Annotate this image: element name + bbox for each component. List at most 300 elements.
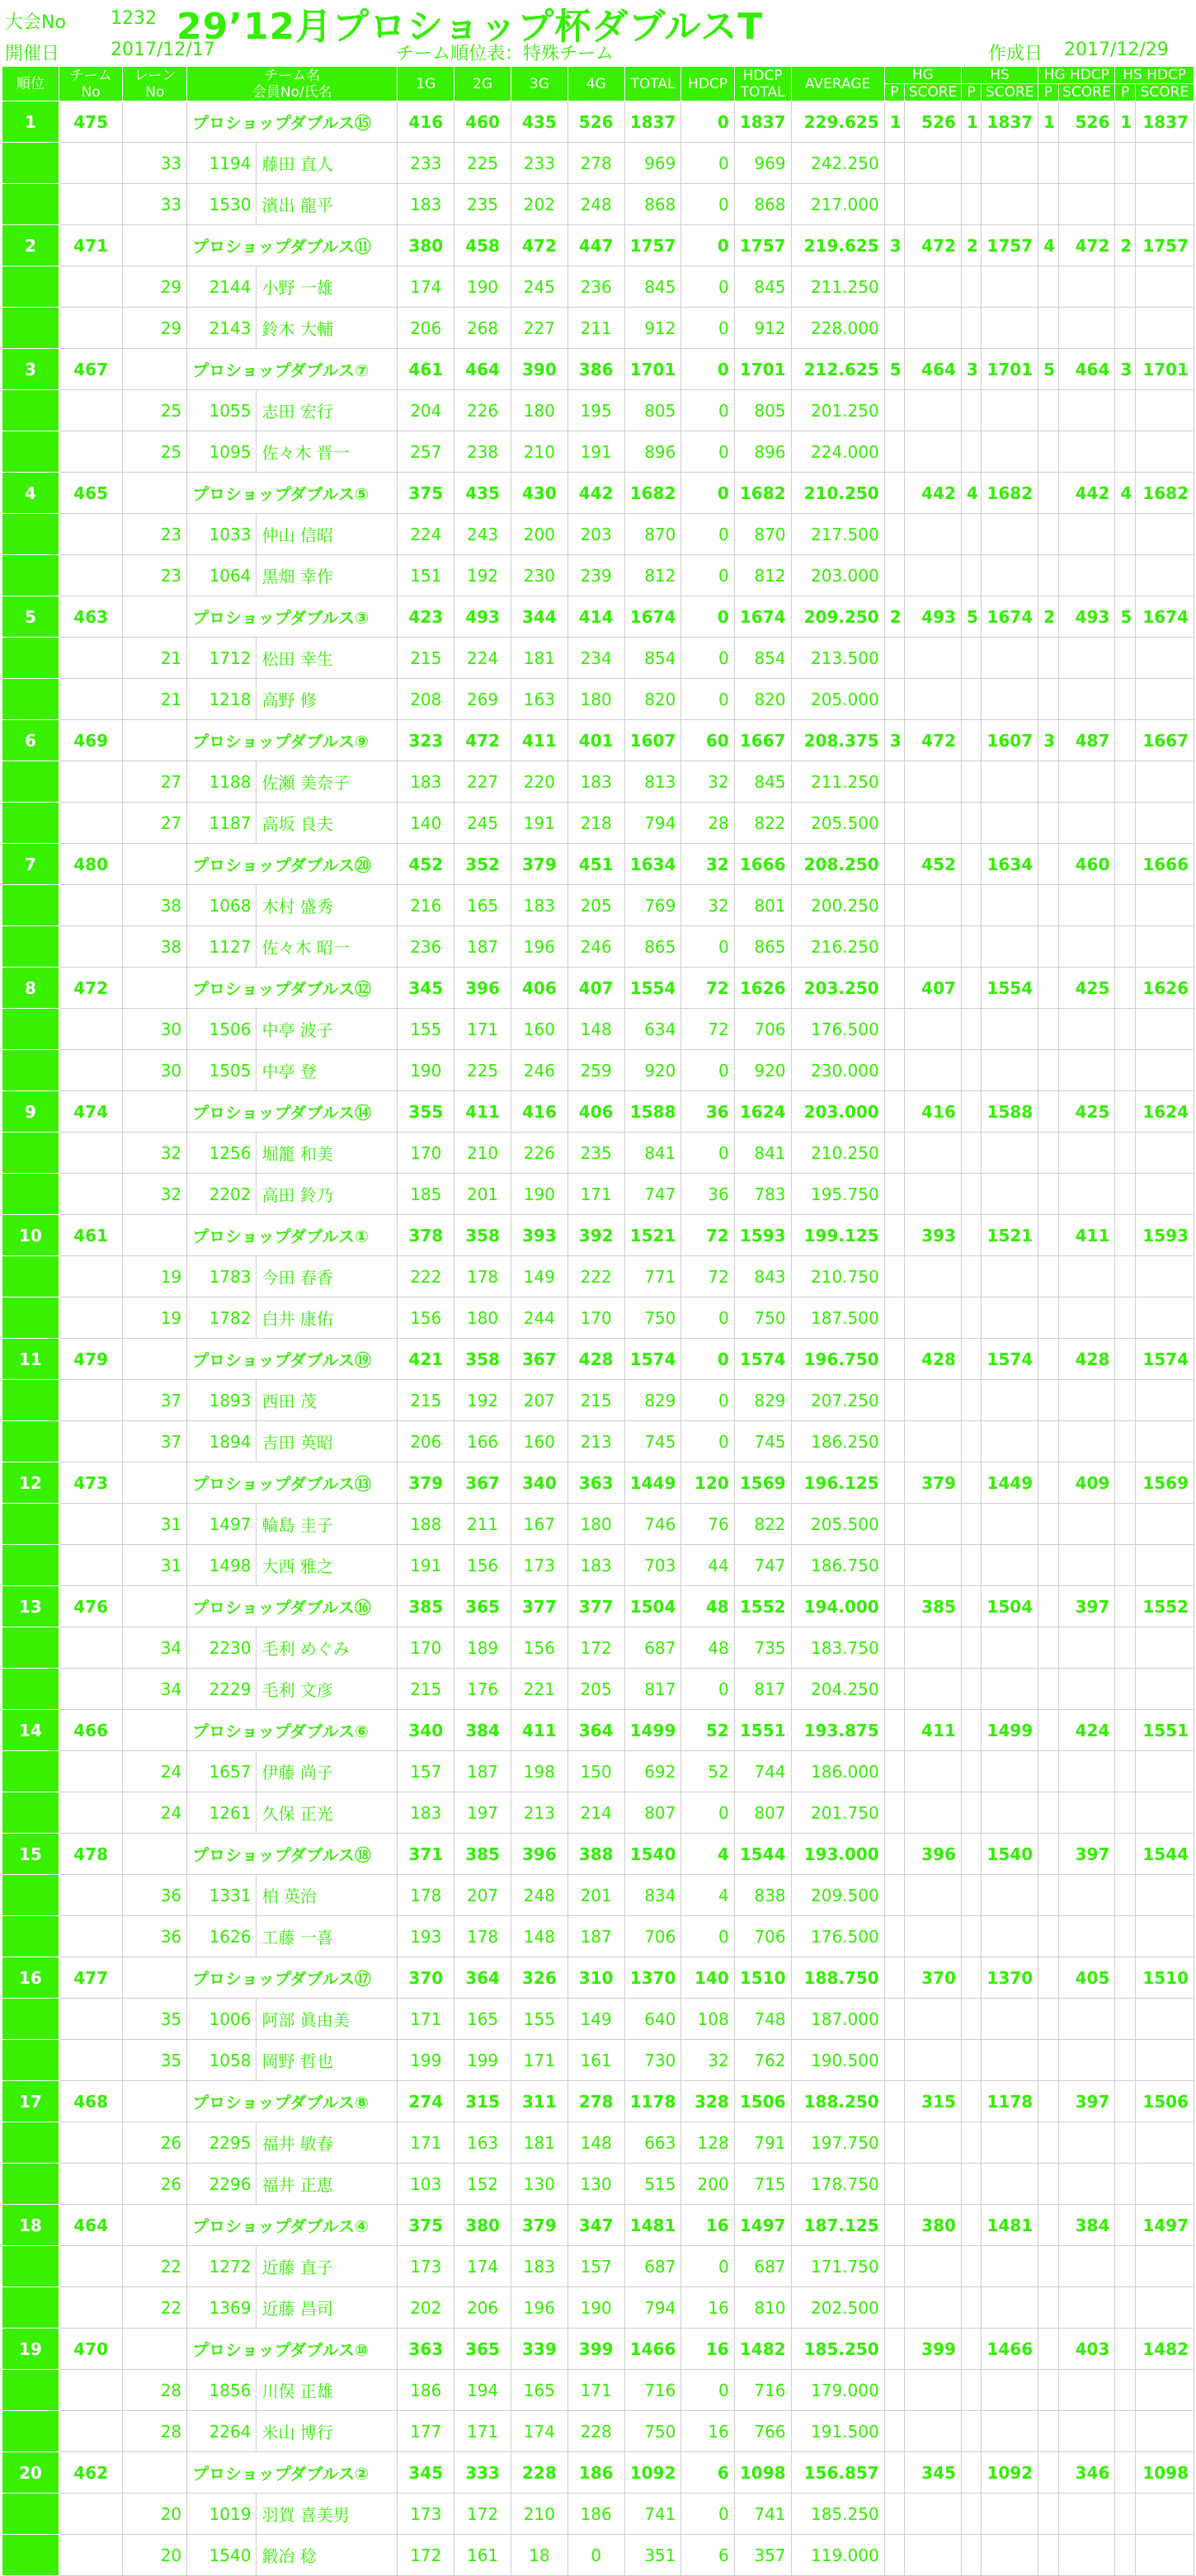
game-2-cell: 352 (454, 844, 511, 885)
total-cell: 920 (624, 1050, 681, 1091)
hdcp-cell: 0 (681, 1050, 734, 1091)
total-cell: 805 (624, 390, 681, 431)
lane-cell: 24 (123, 1751, 187, 1792)
game-2-cell: 190 (454, 266, 511, 308)
hdcp-cell: 6 (681, 2452, 734, 2494)
hdcp-total-cell: 791 (734, 2122, 791, 2164)
rank-cell: 12 (2, 1462, 59, 1504)
member-row (2, 679, 1194, 720)
hdcp-total-cell: 715 (734, 2164, 791, 2205)
lane-cell (123, 2081, 187, 2122)
empty-cell (884, 266, 904, 308)
empty-cell (1038, 1133, 1058, 1174)
total-cell: 794 (624, 2287, 681, 2329)
hg-hdcp-score-cell: 384 (1058, 2205, 1115, 2246)
member-id-cell: 1068 (187, 885, 257, 926)
hdcp-cell: 0 (681, 1916, 734, 1957)
game-3-cell: 207 (511, 1380, 567, 1421)
team-name-cell: プロショップダブルス⑦ (187, 349, 398, 390)
hg-hdcp-score-cell: 397 (1058, 1586, 1115, 1627)
hg-hdcp-place-cell (1038, 1462, 1058, 1504)
hs-score-cell: 1370 (982, 1957, 1038, 1999)
empty-cell (905, 1627, 962, 1669)
hg-hdcp-score-cell: 460 (1058, 844, 1115, 885)
average-cell: 171.750 (791, 2246, 884, 2287)
rank-cell: 18 (2, 2205, 59, 2246)
empty-cell (884, 1504, 904, 1545)
hg-score-cell: 396 (905, 1834, 962, 1875)
lane-cell: 25 (123, 390, 187, 431)
hdcp-cell: 0 (681, 596, 734, 638)
average-cell: 203.250 (791, 968, 884, 1009)
hs-hdcp-place-cell (1115, 1091, 1135, 1133)
col-team-no-label: チーム (69, 67, 112, 84)
empty-cell (982, 390, 1038, 431)
team-no-blank-cell (59, 803, 123, 844)
empty-cell (961, 514, 981, 555)
game-4-cell: 526 (567, 101, 624, 143)
hg-hdcp-score-cell: 526 (1058, 101, 1115, 143)
empty-cell (905, 1421, 962, 1462)
hdcp-total-cell: 1552 (734, 1586, 791, 1627)
hg-place-cell: 3 (884, 225, 904, 266)
empty-cell (1115, 2494, 1135, 2535)
member-row (2, 1751, 1194, 1792)
team-no-blank-cell (59, 1256, 123, 1297)
empty-cell (1038, 390, 1058, 431)
member-row (2, 1875, 1194, 1916)
empty-cell (905, 308, 962, 349)
total-cell: 1634 (624, 844, 681, 885)
hs-hdcp-place-cell: 2 (1115, 225, 1135, 266)
member-row (2, 1380, 1194, 1421)
game-2-cell: 176 (454, 1669, 511, 1710)
empty-cell (961, 2122, 981, 2164)
game-1-cell: 188 (398, 1504, 454, 1545)
empty-cell (982, 2040, 1038, 2081)
member-row (2, 2494, 1194, 2535)
empty-cell (961, 308, 981, 349)
col-hsh-score: SCORE (1135, 84, 1194, 101)
empty-cell (905, 1999, 962, 2040)
rank-blank-cell (2, 184, 59, 225)
empty-cell (982, 803, 1038, 844)
rank-blank-cell (2, 1751, 59, 1792)
empty-cell (1058, 514, 1115, 555)
hs-hdcp-place-cell: 1 (1115, 101, 1135, 143)
total-cell: 703 (624, 1545, 681, 1586)
average-cell: 209.500 (791, 1875, 884, 1916)
hg-place-cell (884, 1710, 904, 1751)
empty-cell (884, 2535, 904, 2576)
game-1-cell: 215 (398, 638, 454, 679)
empty-cell (1115, 1751, 1135, 1792)
col-hgh-p: P (1038, 84, 1058, 101)
hdcp-cell: 48 (681, 1586, 734, 1627)
member-row (2, 1627, 1194, 1669)
empty-cell (884, 143, 904, 184)
empty-cell (1038, 1421, 1058, 1462)
team-name-cell: プロショップダブルス③ (187, 596, 398, 638)
empty-cell (1058, 1669, 1115, 1710)
game-2-cell: 380 (454, 2205, 511, 2246)
empty-cell (1038, 2494, 1058, 2535)
total-cell: 706 (624, 1916, 681, 1957)
game-2-cell: 161 (454, 2535, 511, 2576)
total-cell: 687 (624, 2246, 681, 2287)
empty-cell (961, 390, 981, 431)
col-average: AVERAGE (791, 67, 884, 101)
hdcp-cell: 32 (681, 885, 734, 926)
game-3-cell: 230 (511, 555, 567, 596)
game-3-cell: 191 (511, 803, 567, 844)
game-4-cell: 171 (567, 1174, 624, 1215)
game-3-cell: 183 (511, 2246, 567, 2287)
hg-score-cell: 407 (905, 968, 962, 1009)
hg-place-cell (884, 968, 904, 1009)
total-cell: 1521 (624, 1215, 681, 1256)
empty-cell (961, 2164, 981, 2205)
empty-cell (1135, 638, 1194, 679)
empty-cell (884, 1009, 904, 1050)
empty-cell (982, 2535, 1038, 2576)
lane-cell: 31 (123, 1545, 187, 1586)
hdcp-cell: 32 (681, 2040, 734, 2081)
game-1-cell: 257 (398, 431, 454, 473)
empty-cell (1038, 1751, 1058, 1792)
team-no-blank-cell (59, 1050, 123, 1091)
total-cell: 1370 (624, 1957, 681, 1999)
member-row (2, 1421, 1194, 1462)
lane-cell: 23 (123, 555, 187, 596)
total-cell: 769 (624, 885, 681, 926)
hg-hdcp-score-cell: 464 (1058, 349, 1115, 390)
member-id-cell: 1498 (187, 1545, 257, 1586)
game-2-cell: 225 (454, 1050, 511, 1091)
hdcp-total-cell: 741 (734, 2494, 791, 2535)
empty-cell (905, 2287, 962, 2329)
total-cell: 1466 (624, 2329, 681, 2370)
hdcp-cell: 0 (681, 431, 734, 473)
empty-cell (1038, 2287, 1058, 2329)
game-2-cell: 238 (454, 431, 511, 473)
team-no-blank-cell (59, 1627, 123, 1669)
col-lane (123, 67, 187, 101)
member-row (2, 1297, 1194, 1339)
hdcp-cell: 0 (681, 1792, 734, 1834)
member-name-cell: 高田 鈴乃 (257, 1174, 398, 1215)
empty-cell (1135, 308, 1194, 349)
hdcp-cell: 0 (681, 308, 734, 349)
hg-hdcp-score-cell: 424 (1058, 1710, 1115, 1751)
hg-place-cell (884, 2081, 904, 2122)
hdcp-total-cell: 838 (734, 1875, 791, 1916)
hdcp-total-cell: 969 (734, 143, 791, 184)
lane-cell: 35 (123, 2040, 187, 2081)
game-3-cell: 311 (511, 2081, 567, 2122)
team-no-cell: 473 (59, 1462, 123, 1504)
hdcp-total-cell: 1569 (734, 1462, 791, 1504)
game-1-cell: 363 (398, 2329, 454, 2370)
hs-score-cell: 1504 (982, 1586, 1038, 1627)
hs-score-cell: 1481 (982, 2205, 1038, 2246)
empty-cell (1115, 1669, 1135, 1710)
hs-score-cell: 1092 (982, 2452, 1038, 2494)
empty-cell (961, 1421, 981, 1462)
total-cell: 912 (624, 308, 681, 349)
game-4-cell: 148 (567, 2122, 624, 2164)
empty-cell (1135, 679, 1194, 720)
hs-hdcp-place-cell (1115, 2452, 1135, 2494)
average-cell: 188.250 (791, 2081, 884, 2122)
rank-blank-cell (2, 2246, 59, 2287)
game-4-cell: 451 (567, 844, 624, 885)
game-2-cell: 178 (454, 1256, 511, 1297)
total-cell: 841 (624, 1133, 681, 1174)
lane-cell: 32 (123, 1133, 187, 1174)
hg-hdcp-place-cell: 1 (1038, 101, 1058, 143)
average-cell: 201.250 (791, 390, 884, 431)
col-hdcp-total-label: HDCP (742, 67, 783, 84)
empty-cell (1038, 1999, 1058, 2040)
game-4-cell: 130 (567, 2164, 624, 2205)
empty-cell (1135, 1297, 1194, 1339)
hg-score-cell: 315 (905, 2081, 962, 2122)
hdcp-cell: 0 (681, 143, 734, 184)
team-row (2, 1586, 1194, 1627)
game-3-cell: 226 (511, 1133, 567, 1174)
hdcp-total-cell: 706 (734, 1009, 791, 1050)
hs-score-cell: 1554 (982, 968, 1038, 1009)
game-3-cell: 210 (511, 431, 567, 473)
average-cell: 217.500 (791, 514, 884, 555)
empty-cell (982, 1751, 1038, 1792)
empty-cell (884, 1297, 904, 1339)
game-2-cell: 269 (454, 679, 511, 720)
col-g4: 4G (567, 67, 624, 101)
empty-cell (1115, 1009, 1135, 1050)
game-4-cell: 180 (567, 679, 624, 720)
total-cell: 820 (624, 679, 681, 720)
lane-cell: 30 (123, 1050, 187, 1091)
member-id-cell: 1256 (187, 1133, 257, 1174)
empty-cell (884, 2040, 904, 2081)
average-cell: 205.000 (791, 679, 884, 720)
hs-hdcp-place-cell (1115, 844, 1135, 885)
empty-cell (905, 1297, 962, 1339)
game-3-cell: 210 (511, 2494, 567, 2535)
hg-hdcp-place-cell: 2 (1038, 596, 1058, 638)
col-hg-score: SCORE (905, 84, 962, 101)
hg-hdcp-place-cell (1038, 1957, 1058, 1999)
empty-cell (905, 2122, 962, 2164)
member-row (2, 1504, 1194, 1545)
game-1-cell: 204 (398, 390, 454, 431)
hs-place-cell: 2 (961, 225, 981, 266)
hdcp-total-cell: 1497 (734, 2205, 791, 2246)
game-1-cell: 191 (398, 1545, 454, 1586)
team-name-cell: プロショップダブルス⑥ (187, 1710, 398, 1751)
hdcp-total-cell: 1574 (734, 1339, 791, 1380)
team-no-blank-cell (59, 308, 123, 349)
empty-cell (982, 308, 1038, 349)
empty-cell (982, 2164, 1038, 2205)
hdcp-total-cell: 1551 (734, 1710, 791, 1751)
average-cell: 203.000 (791, 1091, 884, 1133)
empty-cell (982, 266, 1038, 308)
hdcp-cell: 52 (681, 1751, 734, 1792)
created-date: 2017/12/29 (1064, 40, 1169, 60)
rank-blank-cell (2, 555, 59, 596)
hg-hdcp-score-cell: 425 (1058, 1091, 1115, 1133)
lane-cell: 19 (123, 1256, 187, 1297)
total-cell: 634 (624, 1009, 681, 1050)
member-name-cell: 志田 宏行 (257, 390, 398, 431)
member-id-cell: 2230 (187, 1627, 257, 1669)
empty-cell (1135, 1627, 1194, 1669)
total-cell: 687 (624, 1627, 681, 1669)
empty-cell (982, 555, 1038, 596)
game-3-cell: 379 (511, 844, 567, 885)
hg-score-cell: 411 (905, 1710, 962, 1751)
member-row (2, 143, 1194, 184)
game-1-cell: 151 (398, 555, 454, 596)
game-2-cell: 194 (454, 2370, 511, 2411)
lane-cell (123, 720, 187, 761)
empty-cell (1058, 926, 1115, 968)
empty-cell (905, 638, 962, 679)
empty-cell (905, 926, 962, 968)
game-1-cell: 355 (398, 1091, 454, 1133)
game-1-cell: 157 (398, 1751, 454, 1792)
empty-cell (982, 1421, 1038, 1462)
game-1-cell: 378 (398, 1215, 454, 1256)
rank-blank-cell (2, 2411, 59, 2452)
lane-cell (123, 596, 187, 638)
game-2-cell: 245 (454, 803, 511, 844)
member-id-cell: 1064 (187, 555, 257, 596)
hdcp-cell: 0 (681, 101, 734, 143)
empty-cell (905, 1875, 962, 1916)
hs-hdcp-place-cell (1115, 1834, 1135, 1875)
member-row (2, 1174, 1194, 1215)
game-3-cell: 190 (511, 1174, 567, 1215)
hdcp-total-cell: 822 (734, 803, 791, 844)
empty-cell (1038, 266, 1058, 308)
empty-cell (1135, 1916, 1194, 1957)
hs-place-cell (961, 1215, 981, 1256)
game-4-cell: 239 (567, 555, 624, 596)
empty-cell (1058, 266, 1115, 308)
hdcp-total-cell: 912 (734, 308, 791, 349)
game-4-cell: 172 (567, 1627, 624, 1669)
empty-cell (905, 1009, 962, 1050)
hs-score-cell: 1837 (982, 101, 1038, 143)
average-cell: 216.250 (791, 926, 884, 968)
empty-cell (1135, 1256, 1194, 1297)
member-row (2, 2164, 1194, 2205)
member-name-cell: 福井 敏春 (257, 2122, 398, 2164)
member-id-cell: 1261 (187, 1792, 257, 1834)
rank-cell: 16 (2, 1957, 59, 1999)
empty-cell (982, 2122, 1038, 2164)
member-row (2, 2246, 1194, 2287)
hg-hdcp-score-cell: 346 (1058, 2452, 1115, 2494)
member-row (2, 803, 1194, 844)
team-no-blank-cell (59, 2535, 123, 2576)
lane-cell (123, 2452, 187, 2494)
hdcp-cell: 72 (681, 968, 734, 1009)
hdcp-cell: 0 (681, 2246, 734, 2287)
game-1-cell: 222 (398, 1256, 454, 1297)
empty-cell (1115, 1380, 1135, 1421)
game-4-cell: 214 (567, 1792, 624, 1834)
rank-cell: 20 (2, 2452, 59, 2494)
col-hg-p: P (884, 84, 904, 101)
hs-hdcp-score-cell: 1837 (1135, 101, 1194, 143)
team-row (2, 349, 1194, 390)
game-2-cell: 187 (454, 1751, 511, 1792)
game-1-cell: 385 (398, 1586, 454, 1627)
team-no-blank-cell (59, 1009, 123, 1050)
empty-cell (905, 803, 962, 844)
empty-cell (905, 1380, 962, 1421)
team-row (2, 1091, 1194, 1133)
game-2-cell: 460 (454, 101, 511, 143)
average-cell: 208.375 (791, 720, 884, 761)
game-1-cell: 423 (398, 596, 454, 638)
empty-cell (905, 2246, 962, 2287)
rank-blank-cell (2, 2122, 59, 2164)
rank-blank-cell (2, 1792, 59, 1834)
hdcp-cell: 72 (681, 1215, 734, 1256)
lane-cell (123, 2205, 187, 2246)
hdcp-cell: 32 (681, 761, 734, 803)
game-1-cell: 206 (398, 308, 454, 349)
game-1-cell: 421 (398, 1339, 454, 1380)
hs-hdcp-score-cell: 1574 (1135, 1339, 1194, 1380)
game-2-cell: 156 (454, 1545, 511, 1586)
empty-cell (1115, 143, 1135, 184)
hdcp-total-cell: 854 (734, 638, 791, 679)
empty-cell (1058, 1050, 1115, 1091)
member-row (2, 1792, 1194, 1834)
col-team-no-sub: No (81, 83, 101, 101)
empty-cell (884, 1627, 904, 1669)
game-4-cell: 246 (567, 926, 624, 968)
average-cell: 187.500 (791, 1297, 884, 1339)
hg-hdcp-place-cell (1038, 968, 1058, 1009)
col-hg: HG (884, 67, 961, 84)
empty-cell (1135, 1380, 1194, 1421)
empty-cell (1135, 143, 1194, 184)
empty-cell (884, 1916, 904, 1957)
table-title: チーム順位表：特殊チーム (396, 44, 614, 64)
lane-cell: 20 (123, 2494, 187, 2535)
average-cell: 213.500 (791, 638, 884, 679)
game-1-cell: 345 (398, 2452, 454, 2494)
hdcp-cell: 0 (681, 679, 734, 720)
hdcp-cell: 0 (681, 555, 734, 596)
col-g3: 3G (511, 67, 567, 101)
empty-cell (982, 638, 1038, 679)
empty-cell (1038, 184, 1058, 225)
hdcp-total-cell: 812 (734, 555, 791, 596)
hs-hdcp-score-cell: 1497 (1135, 2205, 1194, 2246)
empty-cell (1058, 1875, 1115, 1916)
rank-cell: 6 (2, 720, 59, 761)
game-3-cell: 165 (511, 2370, 567, 2411)
